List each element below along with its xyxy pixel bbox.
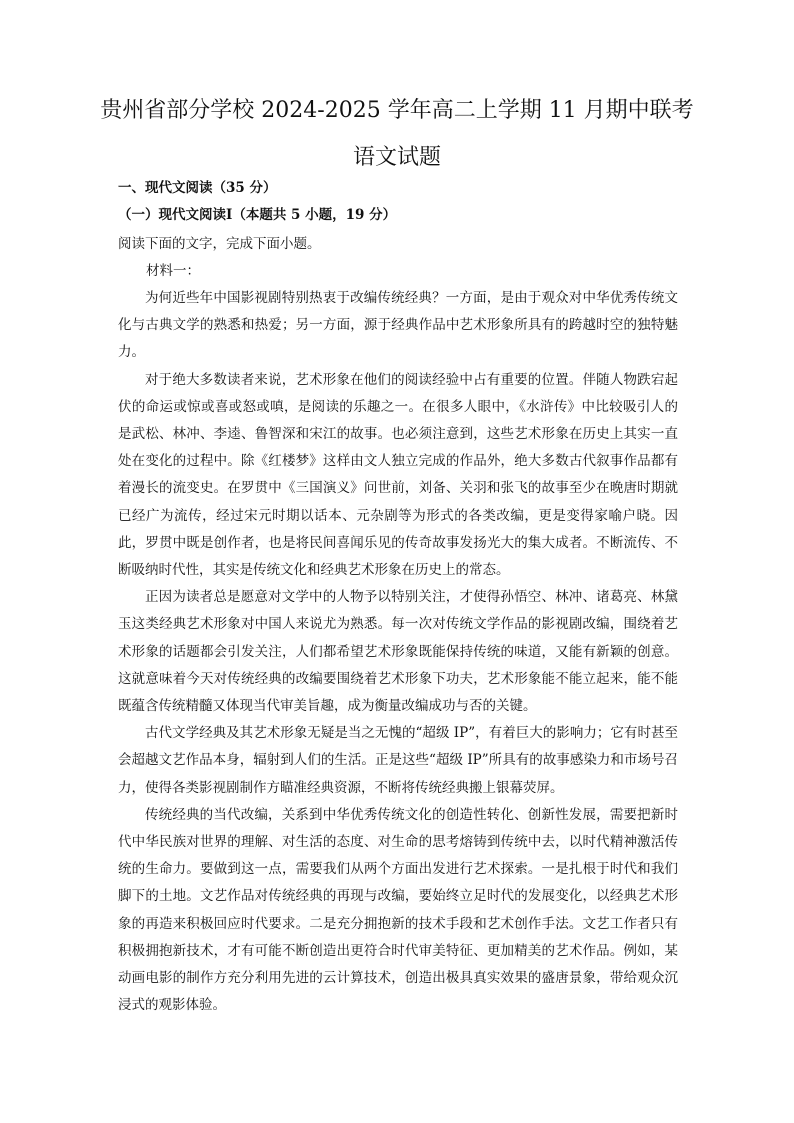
paragraph: 为何近些年中国影视剧特别热衷于改编传统经典？一方面，是由于观众对中华优秀传统文化与古典文学的熟悉和热爱；另一方面，源于经典作品中艺术形象所具有的跨越时空的独特魅力。 [118,290,678,361]
paragraph: 对于绝大多数读者来说，艺术形象在他们的阅读经验中占有重要的位置。伴随人物跌宕起伏的命运或惊或喜或怒或嗔，是阅读的乐趣之一。在很多人眼中，《水浒传》中比较吸引人的是武松、林冲、李逵、鲁智深和宋江的故事。也必须注意到，这些艺术形象在历史上其实一直处在变化的过程中。除《红楼梦》这样由文人独立完成的作品外，绝大多数古代叙事作品都有着漫长的流变史。在罗贯中《三国演义》问世前，刘备、关羽和张飞的故事至少在晚唐时期就已经广为流传，经过宋元时期以话本、元杂剧等为形式的各类改编，更是变得家喻户晓。因此，罗贯中既是创作者，也是将民间喜闻乐见的传奇故事发扬光大的集大成者。不断流传、不断吸纳时代性，其实是传统文化和经典艺术形象在历史上的常态。 [118,371,678,579]
reading-instruction: 阅读下面的文字，完成下面小题。 [118,236,321,252]
section-heading: 一、现代文阅读（35 分） [118,180,277,196]
subsection-heading: （一）现代文阅读Ⅰ（本题共 5 小题，19 分） [118,207,397,223]
paragraph: 古代文学经典及其艺术形象无疑是当之无愧的“超级 IP”，有着巨大的影响力；它有时甚至会超越文艺作品本身，辐射到人们的生活。正是这些“超级 IP”所具有的故事感染力和市场号召力，使得各类影视剧制作方瞄准经典资源，不断将传统经典搬上银幕荧屏。 [118,725,678,796]
reading-passage [118,285,678,1019]
paragraph: 正因为读者总是愿意对文学中的人物予以特别关注，才使得孙悟空、林冲、诸葛亮、林黛玉这类经典艺术形象对中国人来说尤为熟悉。每一次对传统文学作品的影视剧改编，围绕着艺术形象的话题都会引发关注，人们都希望艺术形象既能保持传统的味道，又能有新颖的创意。这就意味着今天对传统经典的改编要围绕着艺术形象下功夫，艺术形象能不能立起来，能不能既蕴含传统精髓又体现当代审美旨趣，成为衡量改编成功与否的关键。 [118,589,678,715]
exam-title: 贵州省部分学校 2024-2025 学年高二上学期 11 月期中联考 [100,98,694,123]
exam-subject-title: 语文试题 [352,145,441,170]
material-label: 材料一： [146,263,200,279]
paragraph: 传统经典的当代改编，关系到中华优秀传统文化的创造性转化、创新性发展，需要把新时代中华民族对世界的理解、对生活的态度、对生命的思考熔铸到传统中去，以时代精神激活传统的生命力。要做到这一点，需要我们从两个方面出发进行艺术探索。一是扎根于时代和我们脚下的土地。文艺作品对传统经典的再现与改编，要始终立足时代的发展变化，以经典艺术形象的再造来积极回应时代要求。二是充分拥抱新的技术手段和艺术创作手法。文艺工作者只有积极拥抱新技术，才有可能不断创造出更符合时代审美特征、更加精美的艺术作品。例如，某动画电影的制作方充分利用先进的云计算技术，创造出极具真实效果的盛唐景象，带给观众沉浸式的观影体验。 [118,806,678,1014]
